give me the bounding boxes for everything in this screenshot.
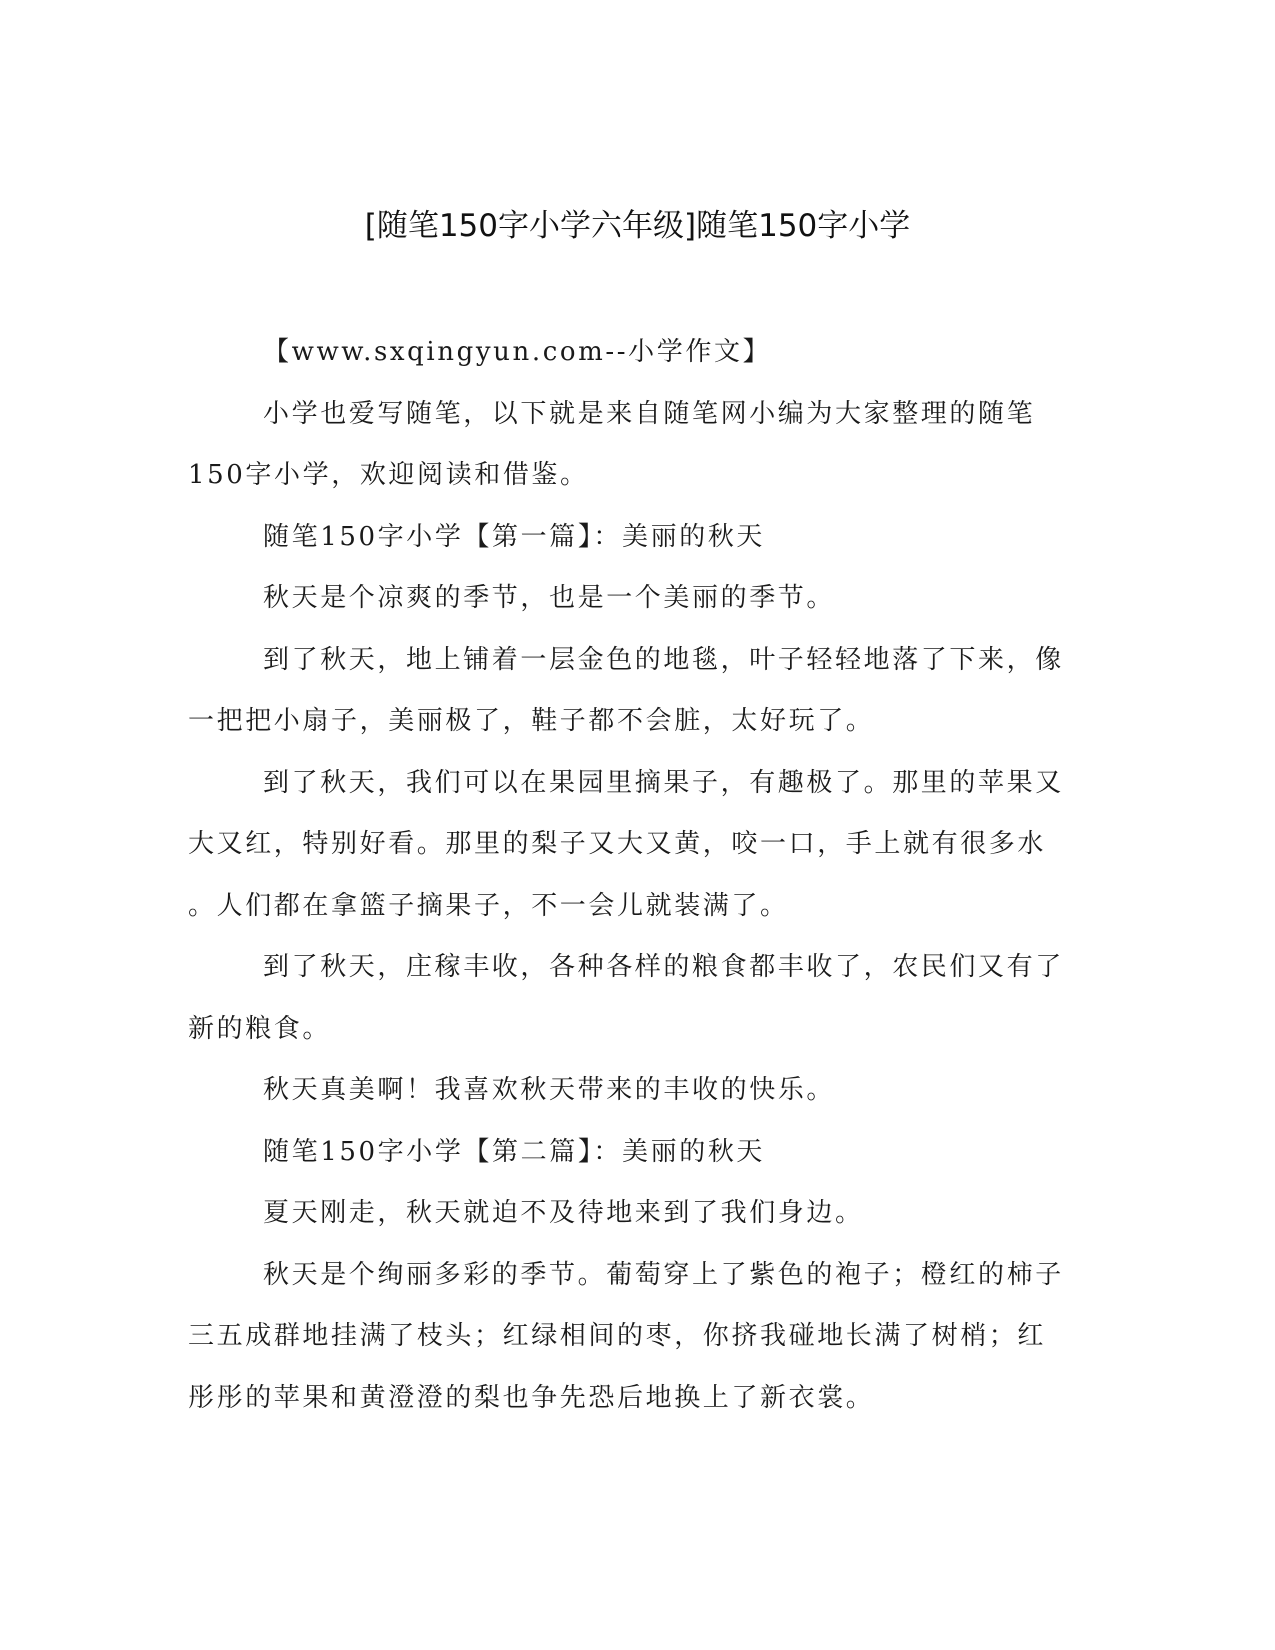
document-title: [随笔150字小学六年级]随笔150字小学 bbox=[364, 208, 911, 244]
body-line: 秋天是个凉爽的季节，也是一个美丽的季节。 bbox=[263, 583, 836, 613]
body-line: 150字小学，欢迎阅读和借鉴。 bbox=[188, 460, 589, 490]
body-line: 一把把小扇子，美丽极了，鞋子都不会脏，太好玩了。 bbox=[188, 706, 875, 736]
body-line: 到了秋天，我们可以在果园里摘果子，有趣极了。那里的苹果又 bbox=[263, 767, 1064, 798]
body-line: 彤彤的苹果和黄澄澄的梨也争先恐后地换上了新衣裳。 bbox=[188, 1382, 875, 1413]
body-line: 新的粮食。 bbox=[188, 1013, 332, 1044]
body-line: 秋天真美啊！我喜欢秋天带来的丰收的快乐。 bbox=[263, 1075, 836, 1105]
body-line: 。人们都在拿篮子摘果子，不一会儿就装满了。 bbox=[188, 890, 789, 921]
body-line: 小学也爱写随笔，以下就是来自随笔网小编为大家整理的随笔 bbox=[263, 398, 1036, 429]
body-line: 夏天刚走，秋天就迫不及待地来到了我们身边。 bbox=[263, 1198, 864, 1228]
body-line: 大又红，特别好看。那里的梨子又大又黄，咬一口，手上就有很多水 bbox=[188, 829, 1047, 859]
section-heading: 随笔150字小学【第一篇】：美丽的秋天 bbox=[263, 521, 766, 552]
document-body bbox=[188, 322, 1078, 1429]
body-line: 三五成群地挂满了枝头；红绿相间的枣，你挤我碰地长满了树梢；红 bbox=[188, 1321, 1047, 1351]
body-line: 到了秋天，地上铺着一层金色的地毯，叶子轻轻地落了下来，像 bbox=[263, 644, 1064, 675]
body-line: 秋天是个绚丽多彩的季节。葡萄穿上了紫色的袍子；橙红的柿子 bbox=[263, 1259, 1064, 1290]
section-heading: 随笔150字小学【第二篇】：美丽的秋天 bbox=[263, 1136, 766, 1167]
source-line: 【www.sxqingyun.com--小学作文】 bbox=[263, 337, 772, 367]
body-line: 到了秋天，庄稼丰收，各种各样的粮食都丰收了，农民们又有了 bbox=[263, 952, 1064, 982]
